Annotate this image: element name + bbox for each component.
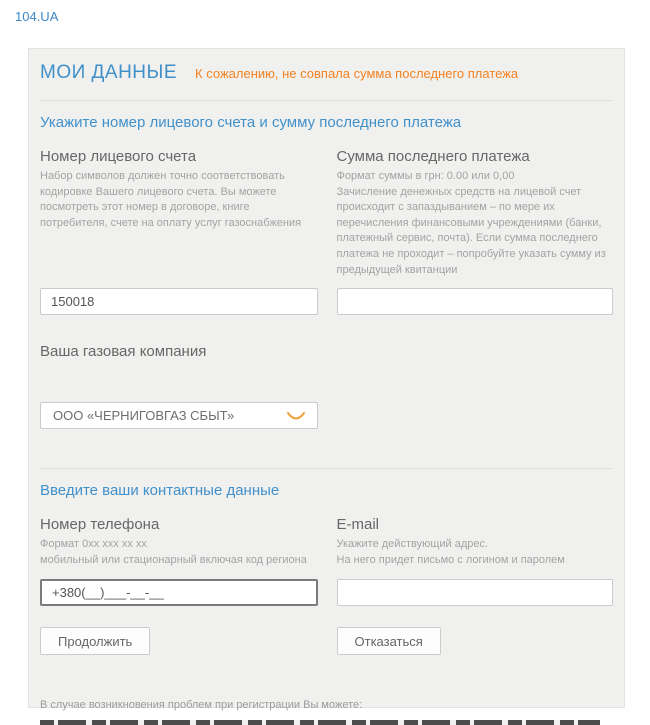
account-number-label: Номер лицевого счета (40, 148, 197, 165)
gas-company-dropdown[interactable] (40, 402, 318, 429)
email-input[interactable] (337, 579, 614, 606)
decline-button[interactable]: Отказаться (337, 627, 441, 655)
account-section-heading: Укажите номер лицевого счета и сумму последнего платежа (40, 114, 462, 131)
payment-amount-column (337, 131, 614, 278)
phone-description-line2: мобильный или стационарный включая код региона (40, 553, 307, 566)
phone-label: Номер телефона (40, 516, 160, 534)
site-logo-link[interactable]: 104.UA (15, 9, 59, 24)
gas-company-label: Ваша газовая компания (40, 343, 207, 361)
payment-amount-description-line2: Зачисление денежных средств на лицевой счет происходит с запаздыванием – по мере их перечисления финансовыми учреждениями (банки, платежный сервис, почта). Если сумма последнего платежа не проходит – попробуйте указать сумму из предыдущей квитанции (336, 185, 606, 276)
email-description (337, 537, 614, 568)
payment-amount-label: Сумма последнего платежа (336, 148, 530, 165)
account-number-description: Набор символов должен точно соответствовать кодировке Вашего лицевого счета. Вы можете посмотреть этот номер в договоре, книге потребителя, счете на оплату услуг газоснабжения (40, 170, 302, 229)
contact-fields-row (40, 499, 613, 568)
divider (40, 468, 613, 469)
account-number-input[interactable] (40, 288, 318, 315)
page-title: МОИ ДАННЫЕ (40, 62, 178, 83)
phone-input[interactable] (40, 579, 318, 606)
payment-amount-input[interactable] (337, 288, 614, 315)
email-label: E-mail (336, 516, 380, 534)
account-fields-row (40, 131, 613, 278)
panel-header (40, 49, 613, 84)
my-data-panel (28, 48, 625, 712)
email-description-line1: Укажите действующий адрес. (336, 538, 489, 551)
payment-amount-description-line1: Формат суммы в грн: 0.00 или 0,00 (336, 170, 515, 182)
email-description-line2: На него придет письмо с логином и паролем (336, 553, 565, 566)
continue-button[interactable]: Продолжить (40, 627, 150, 655)
account-inputs-row (40, 288, 613, 315)
buttons-row (40, 627, 613, 655)
phone-description (40, 537, 318, 568)
payment-amount-description (337, 169, 614, 278)
contact-inputs-row (40, 579, 613, 606)
phone-column (40, 499, 318, 568)
gas-company-selected-value: ООО «ЧЕРНИГОВГАЗ СБЫТ» (53, 408, 235, 424)
phone-description-line1: Формат 0хх ххх хх хх (40, 538, 147, 551)
account-number-column (40, 131, 318, 278)
clipped-text-row (40, 720, 600, 725)
registration-help-note: В случае возникновения проблем при регистрации Вы можете: (40, 699, 363, 712)
continue-button-cell (40, 627, 318, 655)
decline-button-cell (337, 627, 614, 655)
contacts-section-heading: Введите ваши контактные данные (40, 482, 280, 500)
email-column (337, 499, 614, 568)
divider (40, 100, 613, 101)
payment-mismatch-error: К сожалению, не совпала сумма последнего платежа (195, 66, 519, 81)
chevron-down-icon (287, 411, 305, 421)
